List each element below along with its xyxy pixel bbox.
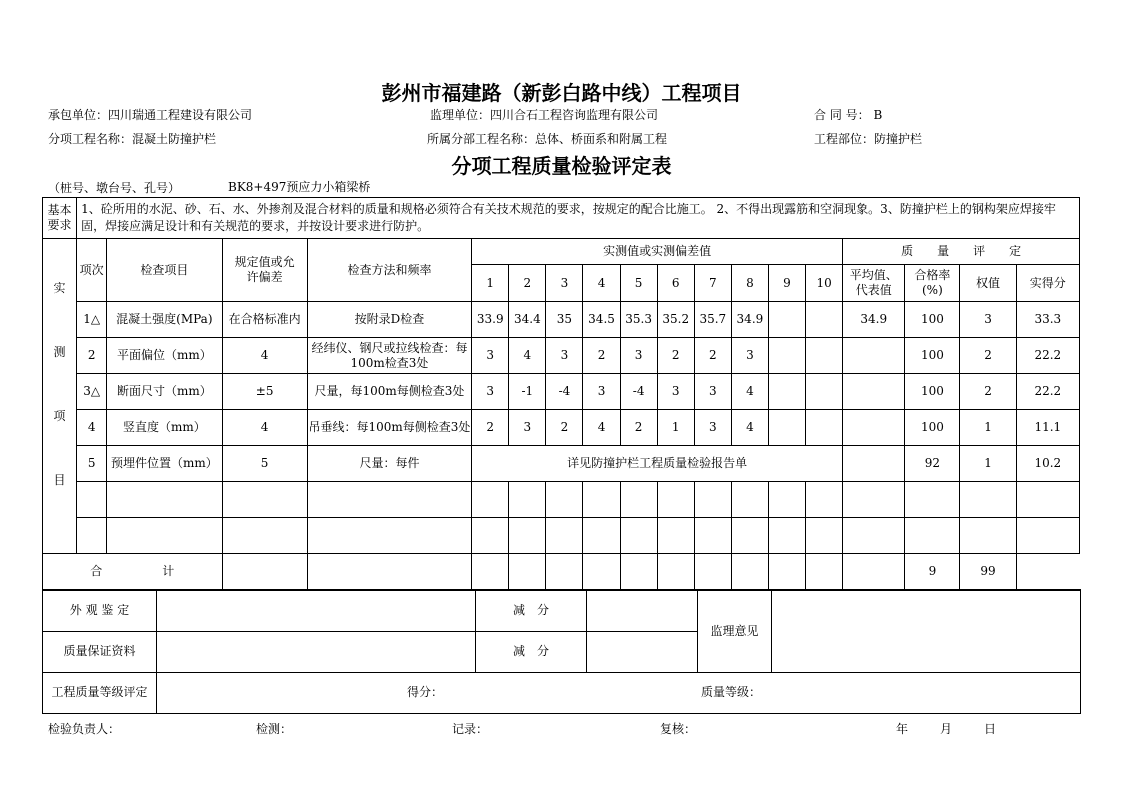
- col-num-1: 1: [472, 265, 509, 302]
- col-item: 检查项目: [107, 239, 222, 302]
- col-quality: 质 量 评 定: [843, 239, 1080, 265]
- division: 所属分部工程名称：总体、桥面系和附属工程: [427, 132, 668, 146]
- basic-req-text: 1、砼所用的水泥、砂、石、水、外掺剂及混合材料的质量和规格必须符合有关技术规范的要求，按规定的配合比施工。 2、不得出现露筋和空洞现象。3、防撞护栏上的钢构架应焊接牢固，焊接应满足设计和有关规范的要求，并按设计要求进行防护。: [77, 198, 1080, 239]
- col-num-4: 4: [583, 265, 620, 302]
- appearance-value: [157, 590, 476, 631]
- contractor: 承包单位：四川瑞通工程建设有限公司: [48, 108, 253, 122]
- subproject: 分项工程名称：混凝土防撞护栏: [48, 132, 217, 146]
- col-score: 实得分: [1016, 265, 1079, 302]
- stake-label: （桩号、墩台号、孔号）: [48, 181, 181, 195]
- footer-inspector: 检验负责人：: [48, 722, 121, 736]
- col-pass-rate: 合格率(%): [905, 265, 960, 302]
- evaluation-table: [42, 589, 1081, 714]
- footer-review: 复核：: [660, 722, 697, 736]
- col-num-6: 6: [657, 265, 694, 302]
- supervisor: 监理单位：四川合石工程咨询监理有限公司: [430, 108, 659, 122]
- footer-month: 月: [940, 722, 953, 736]
- col-num-7: 7: [694, 265, 731, 302]
- footer-check: 检测：: [256, 722, 293, 736]
- basic-req-label: 基本要求: [43, 198, 77, 239]
- grade-label: 工程质量等级评定: [43, 672, 157, 713]
- quality-docs-label: 质量保证资料: [43, 631, 157, 672]
- empty-row: [43, 518, 1080, 554]
- table-row: 2 平面偏位（mm） 4 经纬仪、钢尺或拉线检查：每100m检查3处 3 4 3 2 3 2 2 3 100 2 22.2: [43, 338, 1080, 374]
- grade-score: 得分：: [407, 684, 444, 699]
- report-note: 详见防撞护栏工程质量检验报告单: [472, 446, 843, 482]
- grade-level: 质量等级：: [701, 684, 762, 699]
- footer-year: 年: [896, 722, 909, 736]
- form-title: 分项工程质量检验评定表: [451, 154, 672, 178]
- col-method: 检查方法和频率: [307, 239, 471, 302]
- supervisor-opinion-label: 监理意见: [698, 590, 772, 672]
- appearance-deduct: 减 分: [476, 590, 587, 631]
- col-weight: 权值: [960, 265, 1016, 302]
- total-score: 99: [960, 554, 1016, 590]
- appearance-label: 外 观 鉴 定: [43, 590, 157, 631]
- col-seq: 项次: [77, 239, 107, 302]
- col-num-9: 9: [768, 265, 805, 302]
- col-avg: 平均值、代表值: [843, 265, 905, 302]
- inspection-table: [42, 197, 1080, 590]
- col-spec: 规定值或允许偏差: [222, 239, 307, 302]
- total-weight: 9: [905, 554, 960, 590]
- table-row: 4 竖直度（mm） 4 吊垂线：每100m每侧检查3处 2 3 2 4 2 1 3 4 100 1 11.1: [43, 410, 1080, 446]
- table-row: 3△ 断面尺寸（mm） ±5 尺量，每100m每侧检查3处 3 -1 -4 3 -4 3 3 4 100 2 22.2: [43, 374, 1080, 410]
- total-label: 合 计: [43, 554, 223, 590]
- page-title: 彭州市福建路（新彭白路中线）工程项目: [381, 81, 742, 105]
- empty-row: [43, 482, 1080, 518]
- col-measured: 实测值或实测偏差值: [472, 239, 843, 265]
- col-num-2: 2: [509, 265, 546, 302]
- table-row: 5 预埋件位置（mm） 5 尺量：每件 详见防撞护栏工程质量检验报告单 92 1 10.2: [43, 446, 1080, 482]
- footer-record: 记录：: [452, 722, 489, 736]
- col-num-8: 8: [731, 265, 768, 302]
- total-row: [43, 554, 1080, 590]
- col-num-3: 3: [546, 265, 583, 302]
- supervisor-opinion-value: [772, 590, 1081, 672]
- contract-no: 合 同 号： B: [814, 108, 883, 122]
- quality-docs-deduct: 减 分: [476, 631, 587, 672]
- col-num-5: 5: [620, 265, 657, 302]
- table-row: 1△ 混凝土强度(MPa) 在合格标准内 按附录D检查 33.9 34.4 35 34.5 35.3 35.2 35.7 34.9 34.9 100 3 33.3: [43, 302, 1080, 338]
- location: 工程部位：防撞护栏: [814, 132, 923, 146]
- col-num-10: 10: [806, 265, 843, 302]
- section-label: 实 测 项 目: [43, 239, 77, 554]
- footer-day: 日: [984, 722, 997, 736]
- stake-value: BK8+497预应力小箱梁桥: [228, 180, 371, 194]
